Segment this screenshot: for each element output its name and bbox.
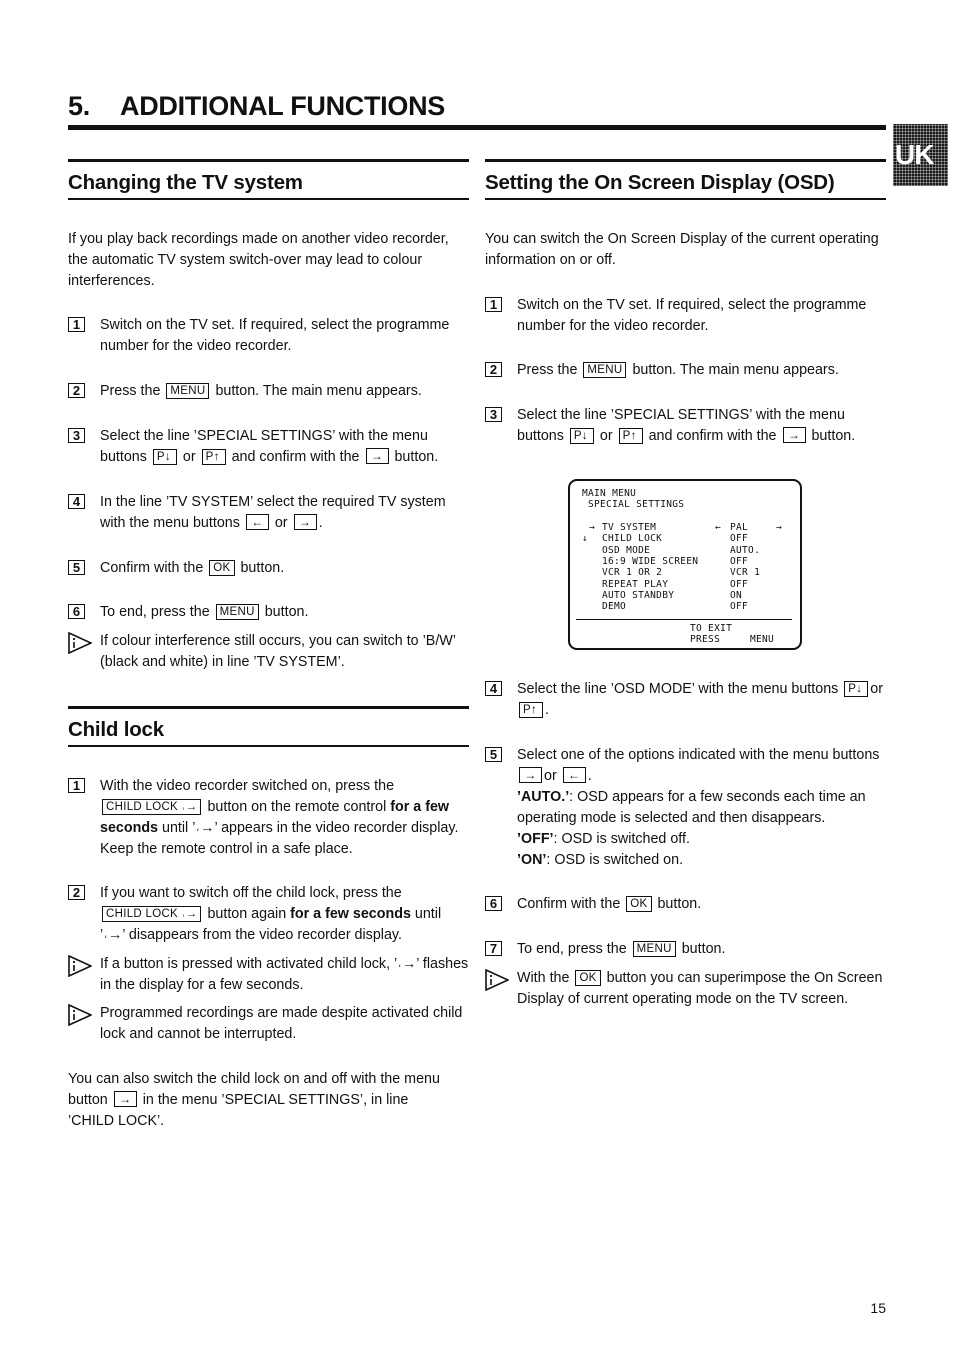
tv-step-2 (68, 381, 469, 403)
info-tip-icon (68, 955, 92, 977)
step-text: Select the line ’SPECIAL SETTINGS’ with the menu buttons (100, 428, 428, 465)
osd-step-6: 6 Confirm with the OK button. (485, 894, 886, 916)
p-up-key: P↑ (202, 449, 226, 465)
step-number: 6 (485, 896, 502, 911)
left-arrow-key: ← (563, 767, 586, 783)
osd-title-1: MAIN MENU (582, 488, 637, 499)
info-tip-icon (68, 1004, 92, 1026)
info-tip-icon (485, 969, 509, 991)
menu-key: MENU (633, 941, 676, 957)
osd-exit-line-2: PRESS (690, 634, 721, 645)
osd-cursor-down-icon: ↓ (582, 533, 589, 544)
osd-row-label: VCR 1 OR 2 (602, 567, 663, 579)
p-up-key: P↑ (619, 428, 643, 444)
option-on-label: ’ON’ (517, 852, 547, 868)
osd-intro: You can switch the On Screen Display of the current operating information on or off. (485, 231, 879, 268)
step-text: Press the (100, 383, 161, 399)
step-text: button. The main menu appears. (215, 383, 422, 399)
osd-row-label: AUTO STANDBY (602, 589, 675, 601)
osd-step-7: 7 To end, press the MENU button. (485, 939, 886, 961)
tip-text: Programmed recordings are made despite activated child lock and cannot be interrupted. (100, 1005, 463, 1042)
ok-key: OK (575, 970, 600, 986)
right-arrow-key: → (294, 514, 317, 530)
osd-row-label: REPEAT PLAY (602, 578, 669, 590)
key-icon: ˓→ (181, 908, 198, 920)
step-number: 2 (68, 885, 85, 900)
osd-step-4: 4 Select the line ’OSD MODE’ with the menu buttons P↓ or P↑ . (485, 679, 886, 723)
step-number: 2 (485, 362, 502, 377)
osd-step-1 (485, 295, 886, 339)
child-tip-2 (68, 1003, 469, 1047)
osd-title-2: SPECIAL SETTINGS (588, 499, 685, 510)
right-arrow-key: → (783, 427, 806, 443)
step-number: 3 (485, 407, 502, 422)
tv-step-5: 5 Confirm with the OK button. (68, 558, 469, 580)
step-number: 4 (68, 494, 85, 509)
p-up-key: P↑ (519, 702, 543, 718)
tv-step-1 (68, 315, 469, 359)
ok-key: OK (626, 896, 651, 912)
osd-row-value: OFF (730, 533, 749, 545)
osd-step-2: 2 Press the MENU button. The main menu appears. (485, 360, 886, 382)
osd-screen-illustration (568, 479, 802, 650)
language-badge: UK (893, 124, 948, 186)
osd-row-label: TV SYSTEM (602, 522, 657, 533)
step-text: Switch on the TV set. If required, select the programme number for the video recorder. (517, 297, 867, 334)
tv-system-intro: If you play back recordings made on another video recorder, the automatic TV system switch-over may lead to colour interferences. (68, 231, 449, 289)
osd-row-value: ON (730, 589, 743, 601)
p-down-key: P↓ (153, 449, 177, 465)
key-icon: ˓→ (195, 820, 215, 836)
p-down-key: P↓ (570, 428, 594, 444)
option-auto-label: ’AUTO.’ (517, 789, 570, 805)
child-lock-key: CHILD LOCK ˓→ (102, 906, 201, 922)
key-icon: ˓→ (397, 956, 417, 972)
tv-step-3: 3 Select the line ’SPECIAL SETTINGS’ with the menu buttons P↓ or P↑ and confirm with the → button. (68, 426, 469, 470)
osd-exit-line-1: TO EXIT (690, 623, 733, 634)
chapter-title-text: ADDITIONAL FUNCTIONS (120, 91, 445, 121)
osd-row-value: OFF (730, 601, 749, 613)
osd-row-value: VCR 1 (730, 567, 761, 579)
child-lock-outro: You can also switch the child lock on and off with the menu button → in the menu ’SPECIAL SETTINGS’, in line ’CHILD LOCK’. (68, 1071, 440, 1129)
osd-value-right-icon: → (776, 522, 783, 533)
step-number: 1 (68, 778, 85, 793)
right-arrow-key: → (519, 767, 542, 783)
step-text: and confirm with the (231, 449, 360, 465)
osd-step-5: 5 Select one of the options indicated with the menu buttons → or ← . ’AUTO.’: OSD appears for a few seconds each time an operating mode is selected and then disappears. ’OFF’: OSD is switched off. ’ON’: OSD is switched on. (485, 745, 886, 871)
osd-exit-key: MENU (750, 634, 775, 645)
chapter-title (68, 88, 445, 124)
osd-row-value: AUTO. (730, 544, 761, 556)
step-number: 3 (68, 428, 85, 443)
p-down-key: P↓ (844, 681, 868, 697)
chapter-number: 5. (68, 91, 90, 121)
step-text: Switch on the TV set. If required, select the programme number for the video recorder. (100, 317, 450, 354)
osd-row-label: DEMO (602, 601, 627, 613)
page-number: 15 (870, 1300, 886, 1316)
key-icon: ˓→ (103, 927, 123, 943)
right-arrow-key: → (114, 1091, 137, 1107)
osd-heading: Setting the On Screen Display (OSD) (485, 171, 835, 194)
tip-text: If colour interference still occurs, you can switch to ’B/W’ (black and white) in line ’TV SYSTEM’. (100, 633, 456, 670)
tv-step-6: 6 To end, press the MENU button. (68, 602, 469, 624)
step-number: 7 (485, 941, 502, 956)
step-number: 6 (68, 604, 85, 619)
osd-heading-block (485, 159, 886, 200)
osd-step-3: 3 Select the line ’SPECIAL SETTINGS’ with the menu buttons P↓ or P↑ and confirm with the → button. (485, 405, 886, 449)
osd-row-value: PAL (730, 522, 749, 533)
child-tip-1: If a button is pressed with activated child lock, ’˓→’ flashes in the display for a few seconds. (68, 954, 469, 998)
osd-row-value: OFF (730, 555, 749, 567)
step-number: 1 (485, 297, 502, 312)
osd-row-label: 16:9 WIDE SCREEN (602, 555, 699, 567)
menu-key: MENU (216, 604, 259, 620)
key-icon: ˓→ (181, 801, 198, 813)
tv-step-4: 4 In the line ’TV SYSTEM’ select the required TV system with the menu buttons ← or → . (68, 492, 469, 536)
osd-cursor-right-icon: → (589, 522, 596, 533)
osd-row-label: CHILD LOCK (602, 533, 663, 545)
right-arrow-key: → (366, 448, 389, 464)
menu-key: MENU (583, 362, 626, 378)
step-number: 1 (68, 317, 85, 332)
chapter-rule (68, 125, 886, 130)
tv-system-heading: Changing the TV system (68, 171, 303, 194)
step-number: 5 (485, 747, 502, 762)
step-text: In the line ’TV SYSTEM’ select the required TV system with the menu buttons (100, 494, 446, 531)
ok-key: OK (209, 560, 234, 576)
step-number: 2 (68, 383, 85, 398)
menu-key: MENU (166, 383, 209, 399)
tv-tip (68, 631, 469, 675)
left-arrow-key: ← (246, 514, 269, 530)
child-lock-key: CHILD LOCK ˓→ (102, 799, 201, 815)
info-tip-icon (68, 632, 92, 654)
option-off-label: ’OFF’ (517, 831, 554, 847)
step-number: 4 (485, 681, 502, 696)
child-step-2: 2 If you want to switch off the child lock, press the CHILD LOCK ˓→ button again for a few seconds until ’˓→’ disappears from the video recorder display. (68, 883, 469, 949)
child-lock-heading: Child lock (68, 718, 164, 741)
child-step-1: 1 With the video recorder switched on, press the CHILD LOCK ˓→ button on the remote control for a few seconds until ’˓→’ appears in the video recorder display. Keep the remote control in a safe place. (68, 776, 469, 864)
osd-divider (576, 619, 792, 620)
step-number: 5 (68, 560, 85, 575)
osd-row-value: OFF (730, 578, 749, 590)
osd-value-left-icon: ← (715, 522, 722, 533)
osd-tip: With the OK button you can superimpose the On Screen Display of current operating mode on the TV screen. (485, 968, 886, 1012)
osd-row-label: OSD MODE (602, 544, 651, 556)
child-lock-heading-block (68, 706, 469, 747)
tv-system-heading-block (68, 159, 469, 200)
